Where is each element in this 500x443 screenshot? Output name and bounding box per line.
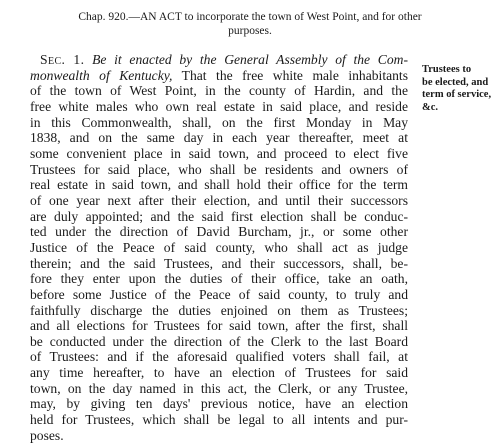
- body-line: 1838, and on the same day in each year thereafter, meet at: [30, 130, 408, 146]
- body-line: any time hereafter, to have an election of Trustees for said: [30, 365, 408, 381]
- body-line: of Trustees: and if the aforesaid qualified voters shall fail, at: [30, 349, 408, 365]
- body-line: free white males who own real estate in said place, and reside: [30, 98, 408, 114]
- margin-note-line: Trustees to: [422, 64, 472, 75]
- body-line: therein; and the said Trustees, and their successors, shall, be-: [30, 255, 408, 271]
- margin-note: [422, 64, 496, 114]
- chapter-heading-line-2: purposes.: [228, 25, 272, 37]
- body-line: and all elections for Trustees for said town, after the first, shall: [30, 318, 408, 334]
- body-line: before some Justice of the Peace of said county, to truly and: [30, 286, 408, 302]
- body-line: town, on the day named in this act, the Clerk, or any Trustee,: [30, 380, 408, 396]
- margin-note-line: &c.: [422, 101, 439, 113]
- body-line: monwealth of Kentucky, That the free white male inhabitants: [30, 67, 408, 83]
- body-line: held for Trustees, which shall be legal to all intents and pur-: [30, 412, 408, 428]
- body-line: Justice of the Peace of said county, who shall act as judge: [30, 239, 408, 255]
- chapter-heading-line-1: Chap. 920.—AN ACT to incorporate the town of West Point, and for other: [78, 11, 422, 23]
- margin-note-line: term of service,: [422, 89, 492, 100]
- enacting-clause-cont: monwealth of Kentucky,: [30, 67, 173, 83]
- margin-note-line: be elected, and: [422, 76, 489, 88]
- chapter-heading: [0, 10, 500, 38]
- body-line: be conducted under the direction of the Clerk to the last Board: [30, 333, 408, 349]
- body-line: Trustees for said place, who shall be residents and owners of: [30, 161, 408, 177]
- section-1-text: [30, 52, 408, 443]
- body-line: faithfully discharge the duties enjoined on them as Trustees;: [30, 302, 408, 318]
- body-line: of one year next after their election, and until their successors: [30, 192, 408, 208]
- enacting-clause: Be it enacted by the General Assembly of the Com-: [84, 52, 408, 67]
- section-label: Sec. 1.: [40, 52, 85, 67]
- body-line: are duly appointed; and the said first election shall be conduc-: [30, 208, 408, 224]
- body-line: of the town of West Point, in the county of Hardin, and the: [30, 83, 408, 99]
- body-line: fore they enter upon the duties of their office, take an oath,: [30, 271, 408, 287]
- body-line: in this Commonwealth, shall, on the first Monday in May: [30, 114, 408, 130]
- body-line: real estate in said town, and shall hold their office for the term: [30, 177, 408, 193]
- body-line: some convenient place in said town, and proceed to elect five: [30, 145, 408, 161]
- body-line: [30, 52, 408, 68]
- body-line: may, by giving ten days' previous notice, have an election: [30, 396, 408, 412]
- body-line: poses.: [30, 427, 64, 443]
- body-line: ted under the direction of David Burcham, jr., or some other: [30, 224, 408, 240]
